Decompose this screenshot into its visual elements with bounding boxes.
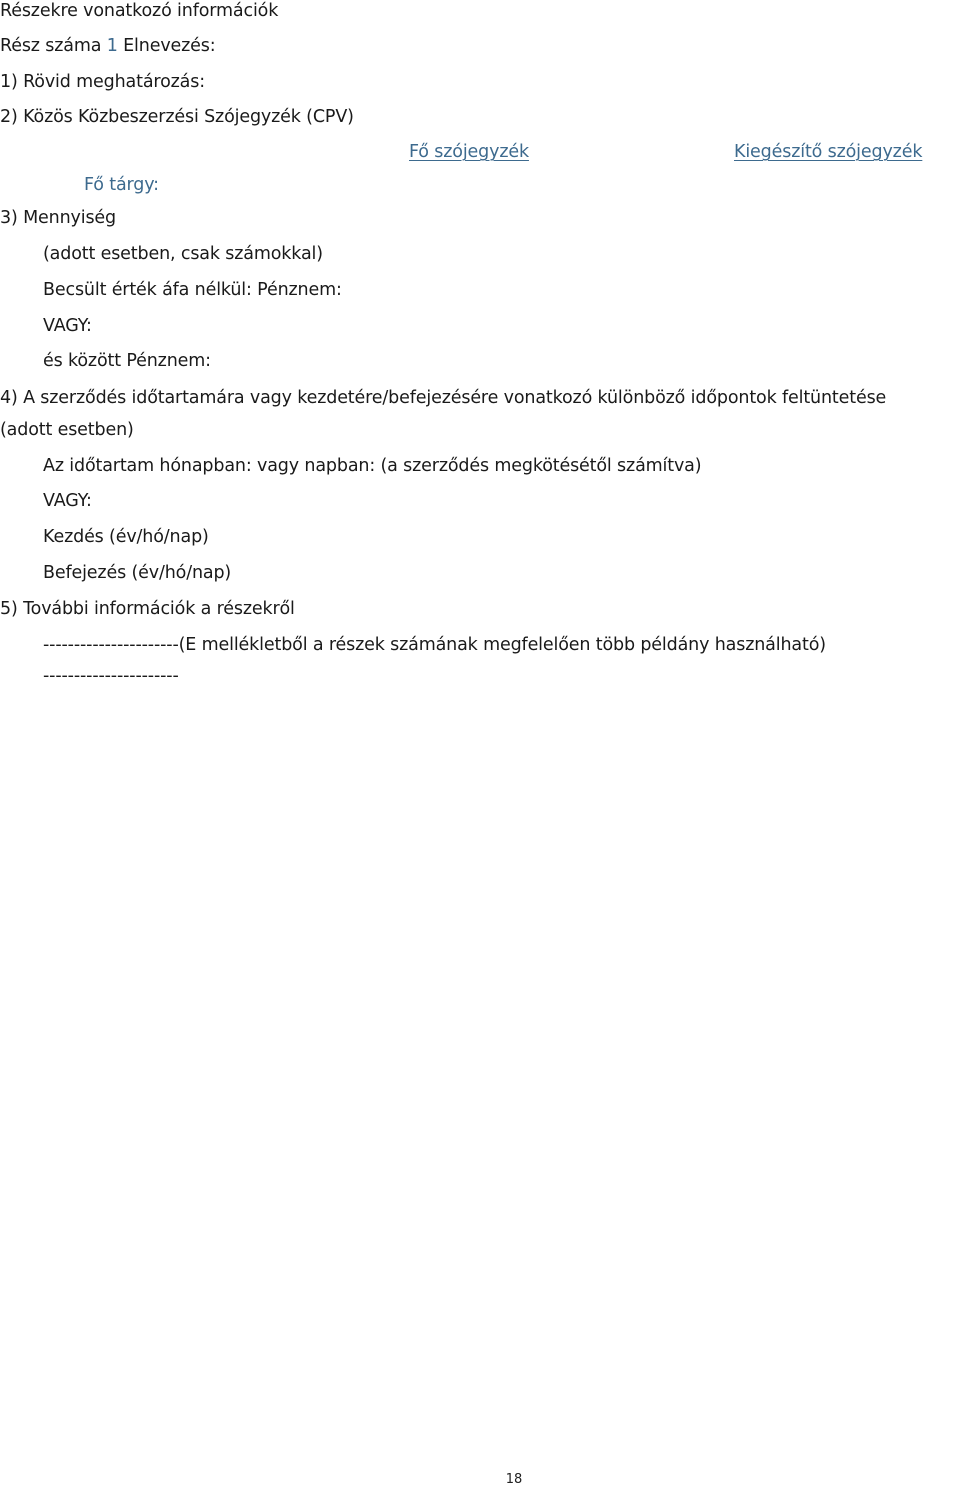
quantity-label: 3) Mennyiség [0, 208, 116, 228]
duration-months-days-label: Az időtartam hónapban: vagy napban: (a szerződés megkötésétől számítva) [43, 456, 702, 476]
quantity-numbers-only-note: (adott esetben, csak számokkal) [43, 244, 323, 264]
cpv-supplementary-vocabulary-link[interactable]: Kiegészítő szójegyzék [734, 142, 923, 162]
part-number-value: 1 [106, 36, 118, 56]
short-description-label: 1) Rövid meghatározás: [0, 72, 205, 92]
additional-info-label: 5) További információk a részekről [0, 599, 295, 619]
cpv-label: 2) Közös Közbeszerzési Szójegyzék (CPV) [0, 107, 354, 127]
section-title: Részekre vonatkozó információk [0, 1, 279, 21]
part-number-label: Rész száma [0, 36, 102, 56]
cpv-main-vocabulary-link[interactable]: Fő szójegyzék [409, 142, 529, 162]
multiple-copies-note: ----------------------(E mellékletből a részek számának megfelelően több példány használható) [43, 635, 826, 655]
part-number-line [0, 35, 216, 57]
part-name-label: Elnevezés: [123, 36, 216, 56]
end-date-label: Befejezés (év/hó/nap) [43, 563, 232, 583]
duration-heading-line1: 4) A szerződés időtartamára vagy kezdetére/befejezésére vonatkozó különböző időpontok feltüntetése [0, 388, 887, 408]
estimated-value-label: Becsült érték áfa nélkül: Pénznem: [43, 280, 342, 300]
duration-heading-line2: (adott esetben) [0, 420, 134, 440]
separator-dashes: ---------------------- [43, 666, 179, 686]
quantity-or-label: VAGY: [43, 316, 92, 336]
range-currency-label: és között Pénznem: [43, 351, 211, 371]
main-subject-label: Fő tárgy: [84, 175, 159, 195]
page-number: 18 [505, 1472, 523, 1487]
start-date-label: Kezdés (év/hó/nap) [43, 527, 209, 547]
duration-or-label: VAGY: [43, 491, 92, 511]
